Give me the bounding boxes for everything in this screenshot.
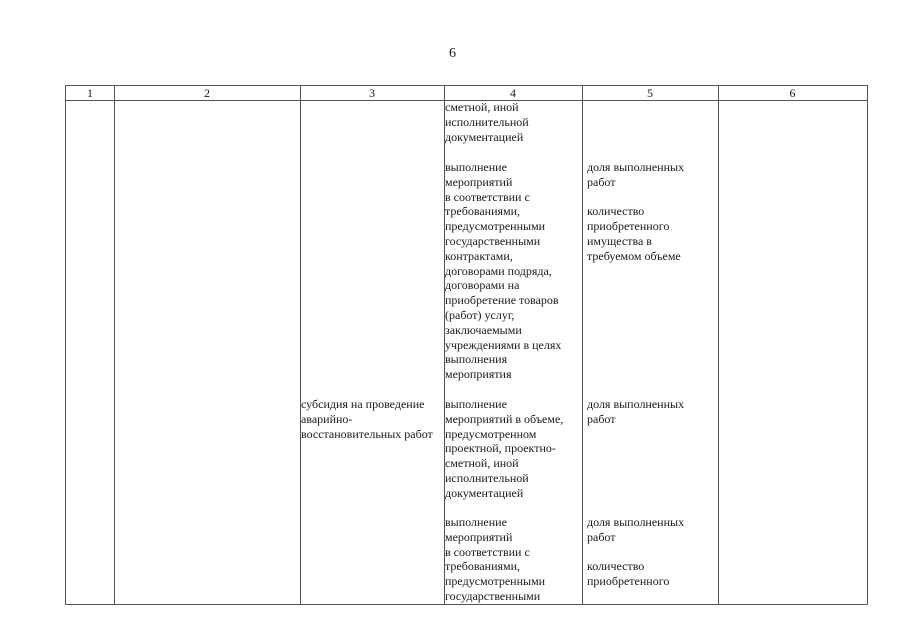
col5-block-3: доля выполненных работ количество приобретенного — [587, 515, 685, 589]
header-col-2: 2 — [204, 86, 210, 100]
col3-subsidy-text: субсидия на проведение аварийно- восстановительных работ — [301, 397, 433, 441]
column-divider — [114, 86, 115, 604]
header-col-5: 5 — [647, 86, 653, 100]
document-table — [65, 85, 868, 605]
col5-block-1: доля выполненных работ количество приобретенного имущества в требуемом объеме — [587, 160, 685, 263]
header-col-1: 1 — [87, 86, 93, 100]
header-col-4: 4 — [510, 86, 516, 100]
col4-block-1: сметной, иной исполнительной документацией — [445, 100, 529, 144]
col4-block-4: выполнение мероприятий в соответствии с требованиями, предусмотренными государственными — [445, 515, 546, 603]
column-divider — [300, 86, 301, 604]
page-number: 6 — [449, 46, 456, 61]
col5-block-2: доля выполненных работ — [587, 397, 685, 426]
column-divider — [718, 86, 719, 604]
col4-block-3: выполнение мероприятий в объеме, предусмотренном проектной, проектно- сметной, иной исполнительной документацией — [445, 397, 564, 500]
col4-block-2: выполнение мероприятий в соответствии с требованиями, предусмотренными государственными контрактами, договорами подряда, договорами на приобретение товаров (работ) услуг, заключаемыми учреждениями в целях выполнения мероприятия — [445, 160, 562, 382]
header-col-3: 3 — [369, 86, 375, 100]
column-divider — [582, 86, 583, 604]
table-header-row — [66, 86, 867, 101]
header-col-6: 6 — [789, 86, 796, 100]
